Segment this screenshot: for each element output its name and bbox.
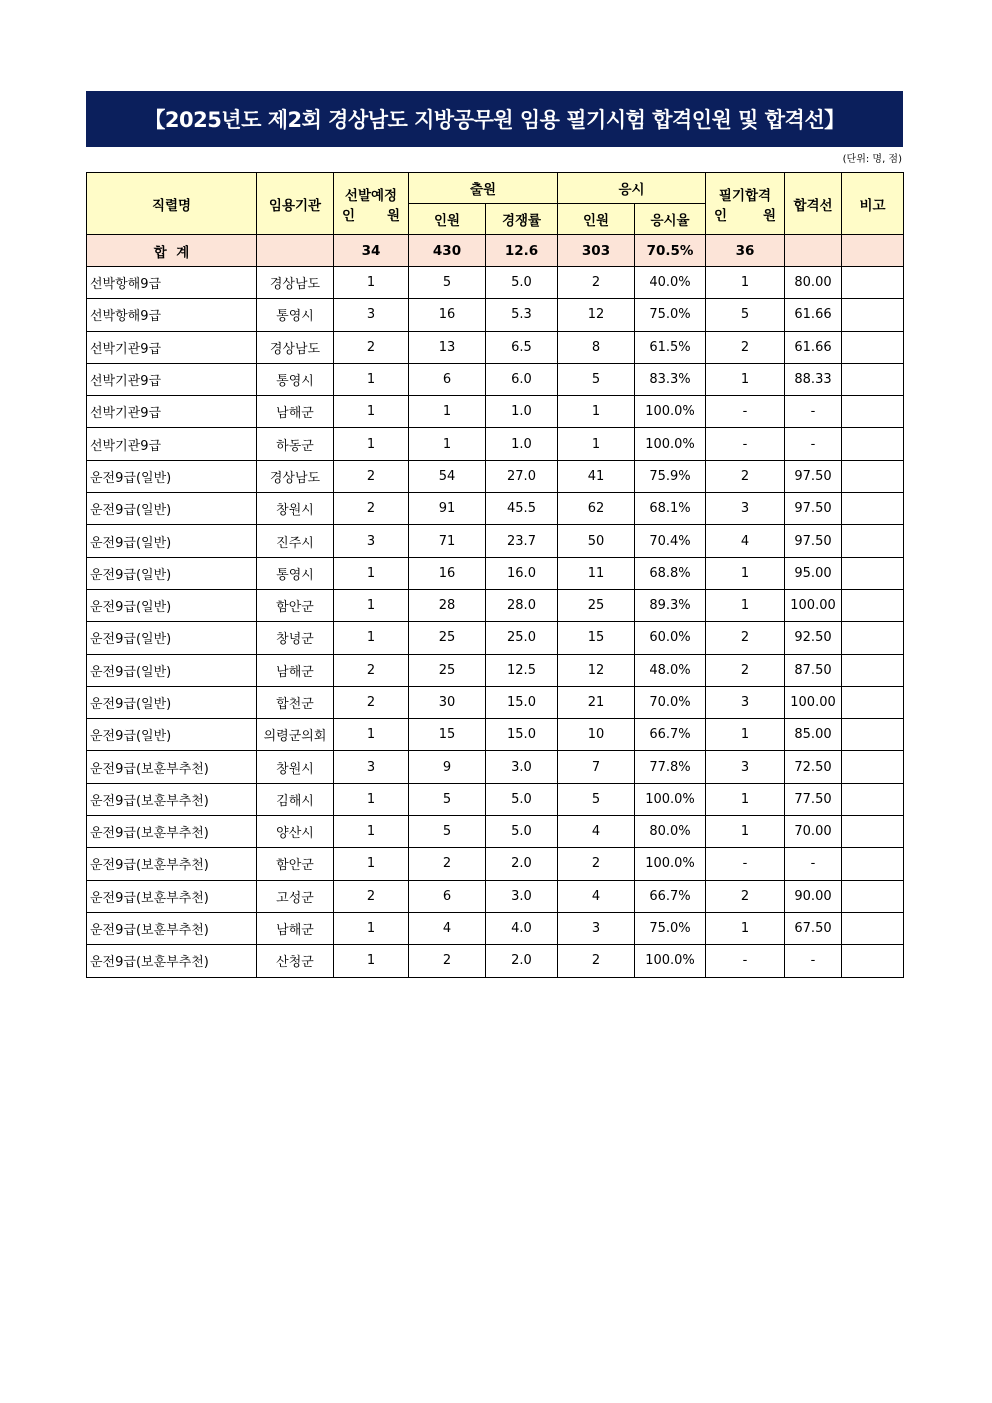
- cell-job: 운전9급(일반): [87, 719, 257, 751]
- cell-passed: 2: [706, 331, 785, 363]
- cell-job: 선박기관9급: [87, 428, 257, 460]
- cell-planned: 1: [334, 267, 409, 299]
- cell-competition: 5.0: [486, 816, 558, 848]
- cell-applied: 16: [409, 299, 486, 331]
- cell-job: 선박항해9급: [87, 299, 257, 331]
- cell-competition: 4.0: [486, 912, 558, 944]
- header-exam-count: 인원: [558, 204, 635, 235]
- cell-passed: 2: [706, 460, 785, 492]
- cell-passed: 2: [706, 654, 785, 686]
- total-applied: 430: [409, 235, 486, 267]
- table-row: [87, 299, 904, 331]
- cell-cutoff: 61.66: [785, 299, 842, 331]
- document-title: 【2025년도 제2회 경상남도 지방공무원 임용 필기시험 합격인원 및 합격선】: [86, 91, 903, 147]
- cell-planned: 3: [334, 751, 409, 783]
- cell-planned: 1: [334, 589, 409, 621]
- cell-passed: 3: [706, 493, 785, 525]
- cell-competition: 1.0: [486, 428, 558, 460]
- table-row: [87, 460, 904, 492]
- cell-exam: 7: [558, 751, 635, 783]
- cell-note: [842, 783, 904, 815]
- cell-exam: 5: [558, 363, 635, 395]
- cell-exam: 2: [558, 267, 635, 299]
- cell-cutoff: 90.00: [785, 880, 842, 912]
- cell-passed: 1: [706, 363, 785, 395]
- cell-applied: 91: [409, 493, 486, 525]
- cell-job: 운전9급(보훈부추천): [87, 783, 257, 815]
- cell-exam: 50: [558, 525, 635, 557]
- total-row: [87, 235, 904, 267]
- cell-exam: 5: [558, 783, 635, 815]
- cell-passed: 1: [706, 267, 785, 299]
- cell-agency: 남해군: [257, 912, 334, 944]
- cell-exam-rate: 75.9%: [635, 460, 706, 492]
- header-cutoff: 합격선: [785, 173, 842, 235]
- total-competition: 12.6: [486, 235, 558, 267]
- cell-agency: 경상남도: [257, 267, 334, 299]
- cell-exam-rate: 70.4%: [635, 525, 706, 557]
- cell-agency: 통영시: [257, 299, 334, 331]
- cell-note: [842, 848, 904, 880]
- cell-planned: 1: [334, 622, 409, 654]
- cell-passed: -: [706, 848, 785, 880]
- cell-planned: 2: [334, 460, 409, 492]
- cell-cutoff: 61.66: [785, 331, 842, 363]
- cell-exam: 8: [558, 331, 635, 363]
- cell-agency: 고성군: [257, 880, 334, 912]
- cell-passed: 3: [706, 686, 785, 718]
- cell-exam-rate: 61.5%: [635, 331, 706, 363]
- cell-job: 운전9급(일반): [87, 460, 257, 492]
- cell-competition: 12.5: [486, 654, 558, 686]
- table-row: [87, 912, 904, 944]
- cell-applied: 13: [409, 331, 486, 363]
- cell-competition: 28.0: [486, 589, 558, 621]
- cell-exam: 15: [558, 622, 635, 654]
- cell-cutoff: 100.00: [785, 589, 842, 621]
- cell-job: 선박기관9급: [87, 331, 257, 363]
- cell-passed: 1: [706, 912, 785, 944]
- cell-competition: 3.0: [486, 751, 558, 783]
- cell-note: [842, 525, 904, 557]
- cell-passed: 1: [706, 557, 785, 589]
- cell-note: [842, 654, 904, 686]
- cell-cutoff: 87.50: [785, 654, 842, 686]
- cell-exam-rate: 40.0%: [635, 267, 706, 299]
- cell-job: 운전9급(일반): [87, 654, 257, 686]
- cell-planned: 2: [334, 493, 409, 525]
- cell-passed: 2: [706, 880, 785, 912]
- cell-planned: 1: [334, 912, 409, 944]
- table-row: [87, 783, 904, 815]
- cell-passed: 1: [706, 816, 785, 848]
- cell-agency: 경상남도: [257, 460, 334, 492]
- cell-planned: 1: [334, 363, 409, 395]
- cell-job: 운전9급(보훈부추천): [87, 816, 257, 848]
- cell-exam-rate: 68.8%: [635, 557, 706, 589]
- cell-applied: 16: [409, 557, 486, 589]
- cell-applied: 6: [409, 880, 486, 912]
- cell-note: [842, 912, 904, 944]
- cell-agency: 하동군: [257, 428, 334, 460]
- cell-applied: 5: [409, 267, 486, 299]
- cell-competition: 1.0: [486, 396, 558, 428]
- cell-job: 운전9급(일반): [87, 622, 257, 654]
- total-passed: 36: [706, 235, 785, 267]
- cell-exam: 3: [558, 912, 635, 944]
- cell-job: 운전9급(일반): [87, 589, 257, 621]
- table-row: [87, 719, 904, 751]
- table-row: [87, 816, 904, 848]
- cell-applied: 4: [409, 912, 486, 944]
- cell-note: [842, 622, 904, 654]
- cell-cutoff: 97.50: [785, 460, 842, 492]
- cell-passed: 1: [706, 719, 785, 751]
- cell-passed: 4: [706, 525, 785, 557]
- cell-job: 운전9급(보훈부추천): [87, 880, 257, 912]
- cell-competition: 3.0: [486, 880, 558, 912]
- cell-exam: 4: [558, 816, 635, 848]
- total-planned: 34: [334, 235, 409, 267]
- cell-note: [842, 299, 904, 331]
- cell-exam-rate: 68.1%: [635, 493, 706, 525]
- cell-exam: 25: [558, 589, 635, 621]
- cell-passed: -: [706, 396, 785, 428]
- cell-applied: 2: [409, 945, 486, 977]
- header-passed-line2: [706, 204, 784, 224]
- cell-competition: 15.0: [486, 719, 558, 751]
- cell-exam-rate: 75.0%: [635, 299, 706, 331]
- cell-exam: 10: [558, 719, 635, 751]
- cell-agency: 의령군의회: [257, 719, 334, 751]
- cell-note: [842, 719, 904, 751]
- header-competition: 경쟁률: [486, 204, 558, 235]
- header-planned: [334, 173, 409, 235]
- cell-exam-rate: 75.0%: [635, 912, 706, 944]
- table-row: [87, 622, 904, 654]
- cell-exam: 21: [558, 686, 635, 718]
- cell-job: 운전9급(보훈부추천): [87, 945, 257, 977]
- cell-exam-rate: 100.0%: [635, 428, 706, 460]
- cell-job: 선박기관9급: [87, 396, 257, 428]
- cell-exam-rate: 100.0%: [635, 848, 706, 880]
- cell-planned: 1: [334, 848, 409, 880]
- cell-note: [842, 331, 904, 363]
- cell-exam: 1: [558, 396, 635, 428]
- cell-cutoff: 67.50: [785, 912, 842, 944]
- cell-cutoff: 92.50: [785, 622, 842, 654]
- total-cutoff: [785, 235, 842, 267]
- cell-exam-rate: 100.0%: [635, 396, 706, 428]
- cell-note: [842, 363, 904, 395]
- cell-passed: 1: [706, 589, 785, 621]
- cell-agency: 함안군: [257, 848, 334, 880]
- table-row: [87, 945, 904, 977]
- cell-cutoff: 70.00: [785, 816, 842, 848]
- cell-agency: 창원시: [257, 493, 334, 525]
- cell-competition: 27.0: [486, 460, 558, 492]
- cell-cutoff: -: [785, 396, 842, 428]
- cell-note: [842, 816, 904, 848]
- cell-job: 운전9급(보훈부추천): [87, 751, 257, 783]
- header-passed: [706, 173, 785, 235]
- header-planned-line2a: 인: [342, 207, 356, 224]
- cell-applied: 54: [409, 460, 486, 492]
- cell-exam: 1: [558, 428, 635, 460]
- table-row: [87, 396, 904, 428]
- header-applied-count: 인원: [409, 204, 486, 235]
- cell-agency: 남해군: [257, 654, 334, 686]
- cell-competition: 2.0: [486, 945, 558, 977]
- table-row: [87, 751, 904, 783]
- cell-planned: 1: [334, 396, 409, 428]
- cell-applied: 28: [409, 589, 486, 621]
- cell-applied: 25: [409, 654, 486, 686]
- cell-note: [842, 267, 904, 299]
- table-row: [87, 589, 904, 621]
- cell-exam-rate: 100.0%: [635, 783, 706, 815]
- cell-agency: 함안군: [257, 589, 334, 621]
- cell-job: 선박항해9급: [87, 267, 257, 299]
- cell-exam: 11: [558, 557, 635, 589]
- cell-applied: 15: [409, 719, 486, 751]
- cell-exam: 12: [558, 654, 635, 686]
- cell-exam: 62: [558, 493, 635, 525]
- cell-cutoff: 85.00: [785, 719, 842, 751]
- cell-agency: 양산시: [257, 816, 334, 848]
- header-note: 비고: [842, 173, 904, 235]
- cell-competition: 5.0: [486, 783, 558, 815]
- cell-note: [842, 493, 904, 525]
- cell-planned: 2: [334, 880, 409, 912]
- table-row: [87, 557, 904, 589]
- total-label: 합 계: [87, 235, 257, 267]
- results-table: [86, 172, 904, 978]
- cell-competition: 23.7: [486, 525, 558, 557]
- cell-agency: 통영시: [257, 557, 334, 589]
- cell-passed: 1: [706, 783, 785, 815]
- cell-exam: 4: [558, 880, 635, 912]
- cell-planned: 1: [334, 719, 409, 751]
- cell-job: 운전9급(보훈부추천): [87, 848, 257, 880]
- cell-exam-rate: 83.3%: [635, 363, 706, 395]
- cell-exam: 12: [558, 299, 635, 331]
- cell-job: 선박기관9급: [87, 363, 257, 395]
- total-note: [842, 235, 904, 267]
- cell-exam: 2: [558, 848, 635, 880]
- cell-cutoff: -: [785, 848, 842, 880]
- cell-applied: 5: [409, 783, 486, 815]
- cell-agency: 경상남도: [257, 331, 334, 363]
- cell-cutoff: 80.00: [785, 267, 842, 299]
- cell-passed: 5: [706, 299, 785, 331]
- cell-cutoff: 100.00: [785, 686, 842, 718]
- header-planned-line2b: 원: [386, 207, 400, 224]
- cell-cutoff: 95.00: [785, 557, 842, 589]
- cell-note: [842, 557, 904, 589]
- table-row: [87, 267, 904, 299]
- cell-cutoff: -: [785, 428, 842, 460]
- cell-planned: 3: [334, 525, 409, 557]
- cell-note: [842, 428, 904, 460]
- cell-job: 운전9급(일반): [87, 557, 257, 589]
- cell-planned: 1: [334, 557, 409, 589]
- cell-applied: 1: [409, 396, 486, 428]
- cell-competition: 5.0: [486, 267, 558, 299]
- cell-competition: 25.0: [486, 622, 558, 654]
- cell-exam-rate: 66.7%: [635, 719, 706, 751]
- cell-note: [842, 880, 904, 912]
- header-agency: 임용기관: [257, 173, 334, 235]
- cell-planned: 1: [334, 945, 409, 977]
- table-row: [87, 848, 904, 880]
- cell-competition: 2.0: [486, 848, 558, 880]
- cell-exam: 41: [558, 460, 635, 492]
- cell-applied: 6: [409, 363, 486, 395]
- cell-applied: 25: [409, 622, 486, 654]
- cell-planned: 3: [334, 299, 409, 331]
- cell-exam-rate: 66.7%: [635, 880, 706, 912]
- cell-agency: 창원시: [257, 751, 334, 783]
- cell-job: 운전9급(보훈부추천): [87, 912, 257, 944]
- cell-applied: 71: [409, 525, 486, 557]
- cell-agency: 산청군: [257, 945, 334, 977]
- cell-passed: -: [706, 428, 785, 460]
- cell-planned: 2: [334, 654, 409, 686]
- total-exam-rate: 70.5%: [635, 235, 706, 267]
- cell-note: [842, 589, 904, 621]
- cell-agency: 진주시: [257, 525, 334, 557]
- table-row: [87, 654, 904, 686]
- header-job: 직렬명: [87, 173, 257, 235]
- cell-planned: 2: [334, 686, 409, 718]
- header-passed-line1: 필기합격: [718, 187, 772, 204]
- cell-cutoff: 97.50: [785, 525, 842, 557]
- table-row: [87, 525, 904, 557]
- header-exam: 응시: [558, 173, 706, 204]
- table-row: [87, 493, 904, 525]
- total-agency: [257, 235, 334, 267]
- cell-cutoff: 72.50: [785, 751, 842, 783]
- cell-exam-rate: 80.0%: [635, 816, 706, 848]
- cell-planned: 1: [334, 783, 409, 815]
- cell-cutoff: 77.50: [785, 783, 842, 815]
- cell-passed: 3: [706, 751, 785, 783]
- cell-planned: 2: [334, 331, 409, 363]
- cell-competition: 16.0: [486, 557, 558, 589]
- header-applied: 출원: [409, 173, 558, 204]
- cell-passed: -: [706, 945, 785, 977]
- cell-applied: 5: [409, 816, 486, 848]
- cell-cutoff: 97.50: [785, 493, 842, 525]
- cell-exam-rate: 48.0%: [635, 654, 706, 686]
- cell-exam-rate: 70.0%: [635, 686, 706, 718]
- cell-note: [842, 751, 904, 783]
- cell-applied: 30: [409, 686, 486, 718]
- header-passed-line2b: 원: [762, 207, 776, 224]
- cell-cutoff: 88.33: [785, 363, 842, 395]
- cell-exam-rate: 89.3%: [635, 589, 706, 621]
- unit-note: (단위: 명, 점): [842, 154, 902, 165]
- cell-exam-rate: 60.0%: [635, 622, 706, 654]
- cell-job: 운전9급(일반): [87, 686, 257, 718]
- cell-planned: 1: [334, 816, 409, 848]
- cell-applied: 9: [409, 751, 486, 783]
- cell-competition: 45.5: [486, 493, 558, 525]
- cell-competition: 6.5: [486, 331, 558, 363]
- cell-competition: 15.0: [486, 686, 558, 718]
- cell-agency: 김해시: [257, 783, 334, 815]
- cell-note: [842, 396, 904, 428]
- cell-competition: 5.3: [486, 299, 558, 331]
- cell-note: [842, 460, 904, 492]
- cell-agency: 통영시: [257, 363, 334, 395]
- cell-applied: 2: [409, 848, 486, 880]
- cell-exam-rate: 77.8%: [635, 751, 706, 783]
- cell-agency: 합천군: [257, 686, 334, 718]
- header-planned-line2: [334, 204, 408, 224]
- cell-planned: 1: [334, 428, 409, 460]
- cell-passed: 2: [706, 622, 785, 654]
- cell-note: [842, 686, 904, 718]
- cell-cutoff: -: [785, 945, 842, 977]
- cell-exam-rate: 100.0%: [635, 945, 706, 977]
- table-row: [87, 331, 904, 363]
- total-exam: 303: [558, 235, 635, 267]
- cell-note: [842, 945, 904, 977]
- table-row: [87, 686, 904, 718]
- header-exam-rate: 응시율: [635, 204, 706, 235]
- table-row: [87, 363, 904, 395]
- cell-job: 운전9급(일반): [87, 525, 257, 557]
- header-planned-line1: 선발예정: [344, 187, 398, 204]
- cell-applied: 1: [409, 428, 486, 460]
- header-passed-line2a: 인: [714, 207, 728, 224]
- cell-agency: 창녕군: [257, 622, 334, 654]
- cell-job: 운전9급(일반): [87, 493, 257, 525]
- cell-exam: 2: [558, 945, 635, 977]
- cell-agency: 남해군: [257, 396, 334, 428]
- cell-competition: 6.0: [486, 363, 558, 395]
- table-row: [87, 428, 904, 460]
- table-row: [87, 880, 904, 912]
